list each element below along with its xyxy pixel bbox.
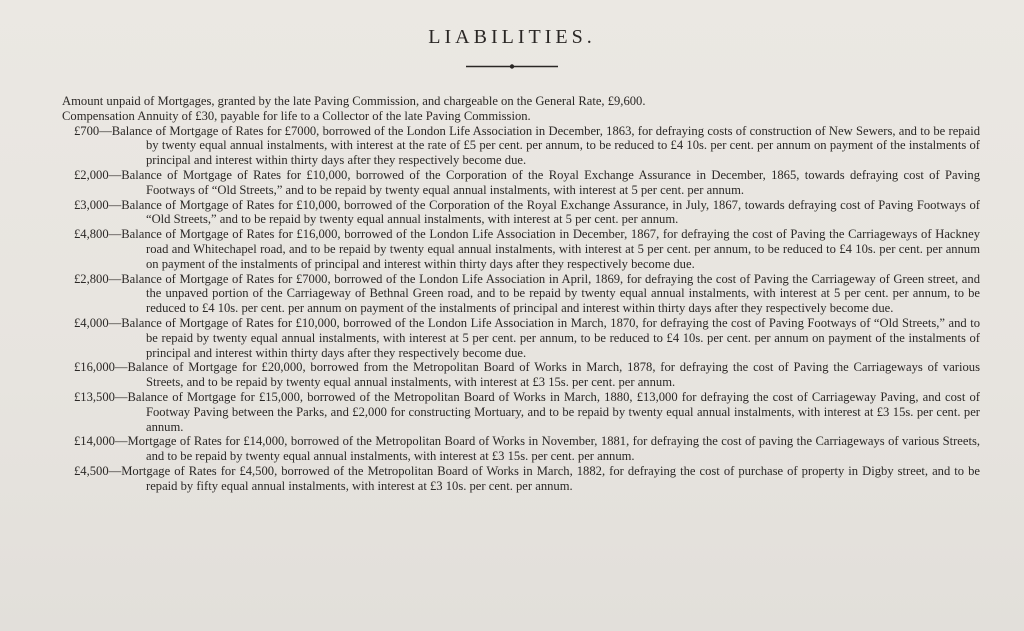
liability-entry [62, 124, 980, 168]
entry-text: Mortgage of Rates for £14,000, borrowed of the Metropolitan Board of Works in November, 1881, for defraying the cost of paving the Carriageways of various Streets, and to be repaid by twenty equal annual instalments, with interest at £3 15s. per cent. per annum. [127, 434, 980, 464]
liability-entry [62, 360, 980, 390]
entry-text: Mortgage of Rates for £4,500, borrowed of the Metropolitan Board of Works in March, 1882, for defraying the cost of purchase of property in Digby street, and to be repaid by fifty equal annual instalments, with interest at £3 10s. per cent. per annum. [121, 463, 980, 493]
liability-entry [62, 227, 980, 271]
entry-amount: £2,800— [74, 271, 122, 286]
entry-amount: £4,000— [74, 315, 122, 330]
entry-text: Balance of Mortgage of Rates for £10,000, borrowed of the Corporation of the Royal Exchange Assurance, in July, 1867, towards defraying cost of Paving Footways of “Old Streets,” and to be repaid by twenty equal annual instalments, with interest at 5 per cent. per annum. [121, 197, 980, 227]
entry-amount: £4,500— [74, 463, 122, 478]
liability-entry [62, 168, 980, 198]
entry-text: Balance of Mortgage of Rates for £16,000, borrowed of the London Life Association in December, 1867, for defraying the cost of Paving the Carriageways of Hackney road and Whitechapel road, and to be repaid by twenty equal annual instalments, with interest at 5 per cent. per annum, to be reduced to £4 10s. per cent. per annum on payment of the instalments of principal and interest within thirty days after they respectively become due. [121, 227, 980, 271]
intro-line-annuity: Compensation Annuity of £30, payable for life to a Collector of the late Paving Commission. [62, 108, 531, 123]
page-title: LIABILITIES. [428, 26, 596, 48]
entry-amount: £16,000— [74, 360, 128, 375]
entry-amount: £4,800— [74, 227, 122, 242]
liability-entry [62, 198, 980, 228]
entry-text: Balance of Mortgage of Rates for £7000, borrowed of the London Life Association in December, 1863, for defraying costs of construction of New Sewers, and to be repaid by twenty equal annual instalments, with interest at the rate of £5 per cent. per annum, to be reduced to £4 10s. per cent. per annum on payment of the instalments of principal and interest within thirty days after they respectively become due. [111, 123, 980, 168]
liability-entry [62, 434, 980, 464]
entry-text: Balance of Mortgage of Rates for £7000, borrowed of the London Life Association in April, 1869, for defraying the cost of Paving the Carriageway of Green street, and the unpaved portion of the Carriageway of Bethnal Green road, and to be repaid by twenty equal annual instalments, with interest at 5 per cent. per annum, to be reduced to £4 10s. per cent. per annum on payment of the instalments of principal and interest within thirty days after they respectively become due. [121, 271, 980, 316]
entry-amount: £13,500— [74, 389, 128, 404]
entry-amount: £700— [74, 123, 112, 138]
liability-entry [62, 390, 980, 434]
intro-line-mortgages: Amount unpaid of Mortgages, granted by the late Paving Commission, and chargeable on the General Rate, £9,600. [62, 94, 646, 108]
liabilities-list [62, 94, 980, 494]
entry-text: Balance of Mortgage for £15,000, borrowed of the Metropolitan Board of Works in March, 1880, £13,000 for defraying the cost of Carriageway Paving, and cost of Footway Paving between the Parks, and £2,000 for constructing Mortuary, and to be repaid by twenty equal annual instalments, with interest at £3 15s. per cent. per annum. [127, 389, 980, 434]
entry-amount: £14,000— [74, 434, 128, 449]
title-rule-ornament [466, 64, 558, 69]
liability-entry [62, 316, 980, 360]
entry-text: Balance of Mortgage for £20,000, borrowed from the Metropolitan Board of Works in March, 1878, for defraying the cost of Paving the Carriageways of various Streets, and to be repaid by twenty equal annual instalments, with interest at £3 15s. per cent. per annum. [127, 360, 980, 390]
entry-amount: £2,000— [74, 167, 122, 182]
entry-amount: £3,000— [74, 197, 122, 212]
entry-text: Balance of Mortgage of Rates for £10,000, borrowed of the London Life Association in March, 1870, for defraying the cost of Paving Footways of “Old Streets,” and to be repaid by twenty equal annual instalments, with interest at 5 per cent. per annum, to be reduced to £4 10s. per cent. per annum on payment of the instalments of principal and interest within thirty days after they respectively become due. [121, 315, 980, 360]
liability-entry [62, 464, 980, 494]
liability-entry [62, 272, 980, 316]
entry-text: Balance of Mortgage of Rates for £10,000, borrowed of the Corporation of the Royal Exchange Assurance in December, 1865, towards defraying cost of Paving Footways of “Old Streets,” and to be repaid by twenty equal annual instalments, with interest at 5 per cent. per annum. [121, 167, 980, 197]
